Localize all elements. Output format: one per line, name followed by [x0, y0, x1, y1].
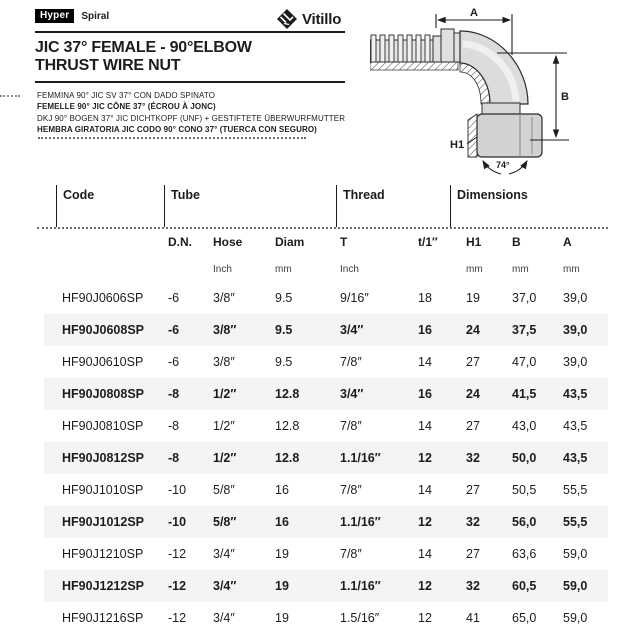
table-cell: 16 [275, 515, 289, 529]
table-cell: 27 [466, 355, 480, 369]
table-cell: 47,0 [512, 355, 537, 369]
table-row [44, 442, 608, 474]
table-row [44, 282, 608, 314]
table-cell: 55,5 [563, 515, 588, 529]
table-cell: 55,5 [563, 483, 588, 497]
table-cell: 39,0 [563, 323, 588, 337]
table-row [44, 314, 608, 346]
table-cell: -8 [168, 387, 180, 401]
table-cell: 1.1/16″ [340, 579, 381, 593]
table-cell: 32 [466, 451, 480, 465]
group-code: Code [56, 185, 164, 227]
table-cell: 3/4″ [213, 547, 235, 561]
table-cell: 27 [466, 483, 480, 497]
table-cell: 5/8″ [213, 483, 235, 497]
table-cell: t/1″ [418, 234, 438, 249]
table-cell: 50,0 [512, 451, 537, 465]
table-cell: 9.5 [275, 291, 293, 305]
table-cell: 63,6 [512, 547, 537, 561]
table-cell: 9.5 [275, 355, 293, 369]
table-cell: 3/8″ [213, 291, 235, 305]
table-cell: 12 [418, 515, 432, 529]
hyper-badge: Hyper [35, 9, 74, 23]
table-cell: 7/8″ [340, 483, 362, 497]
table-cell: HF90J0610SP [62, 355, 144, 369]
hose-cut-hatch [370, 62, 458, 70]
table-cell: 19 [275, 547, 289, 561]
table-cell: 14 [418, 355, 432, 369]
table-cell: 14 [418, 547, 432, 561]
table-cell: 24 [466, 387, 480, 401]
table-cell: -12 [168, 547, 187, 561]
group-dimensions: Dimensions [450, 185, 608, 227]
descriptions [37, 90, 367, 136]
table-row [44, 474, 608, 506]
table-row [44, 570, 608, 602]
table-cell: HF90J1216SP [62, 611, 144, 625]
table-cell: HF90J1212SP [62, 579, 145, 593]
table-cell: 50,5 [512, 483, 537, 497]
table-cell: HF90J1010SP [62, 483, 144, 497]
table-cell: 43,5 [563, 451, 588, 465]
table-cell: 12.8 [275, 419, 300, 433]
table-cell: 12.8 [275, 451, 300, 465]
table-cell: 59,0 [563, 611, 588, 625]
table-cell: mm [275, 263, 292, 275]
table-cell: 19 [275, 579, 289, 593]
table-cell: T [340, 234, 348, 249]
title-rule [35, 81, 345, 83]
table-cell: 59,0 [563, 547, 588, 561]
table-cell: 27 [466, 547, 480, 561]
table-cell: 1/2″ [213, 387, 237, 401]
brand-row [35, 9, 109, 23]
table-row [44, 346, 608, 378]
nut-step [482, 103, 520, 114]
table-row [44, 538, 608, 570]
table-cell: Hose [213, 234, 243, 249]
spiral-label: Spiral [81, 10, 110, 22]
table-group-header [44, 185, 608, 227]
collar-steps [433, 29, 462, 62]
table-cell: 39,0 [563, 291, 588, 305]
table-cell: HF90J1012SP [62, 515, 145, 529]
table-cell: 7/8″ [340, 355, 362, 369]
table-cell: mm [512, 263, 529, 275]
table-cell: -8 [168, 419, 180, 433]
description-line: DKJ 90° BOGEN 37° JIC DICHTKOPF (UNF) + GESTIFTETE ÜBERWURFMUTTER [37, 113, 346, 123]
table-cell: HF90J0810SP [62, 419, 144, 433]
table-cell: 12 [418, 579, 432, 593]
table-cell: 3/4″ [340, 387, 364, 401]
table-cell: 7/8″ [340, 547, 362, 561]
table-body [44, 282, 608, 634]
descriptions-dotted-rule [38, 137, 306, 139]
table-cell: H1 [466, 234, 482, 249]
table-row [44, 602, 608, 634]
table-cell: 1.1/16″ [340, 515, 381, 529]
table-cell: -8 [168, 451, 180, 465]
table-cell: 12 [418, 611, 432, 625]
table-cell: 3/4″ [213, 611, 235, 625]
table-cell: 37,5 [512, 323, 537, 337]
dimension-a-label: A [470, 7, 478, 19]
table-cell: 3/8″ [213, 323, 237, 337]
table-cell: 9.5 [275, 323, 293, 337]
table-cell: -12 [168, 579, 187, 593]
table-cell: 43,5 [563, 387, 588, 401]
table-cell: -6 [168, 355, 180, 369]
table-cell: 39,0 [563, 355, 588, 369]
table-cell: 60,5 [512, 579, 537, 593]
table-cell: 19 [466, 291, 480, 305]
table-cell: 3/8″ [213, 355, 235, 369]
table-cell: 59,0 [563, 579, 588, 593]
table-cell: HF90J0608SP [62, 323, 145, 337]
column-header-row [44, 227, 608, 256]
table-cell: HF90J0606SP [62, 291, 144, 305]
dimension-h1-label: H1 [450, 139, 465, 151]
table-cell: Diam [275, 234, 305, 249]
nut-skirt-hatch [468, 114, 477, 157]
description-line: FEMMINA 90° JIC SV 37° CON DADO SPINATO [37, 91, 216, 100]
table-cell: HF90J0812SP [62, 451, 145, 465]
group-thread: Thread [336, 185, 450, 227]
table-cell: -6 [168, 323, 180, 337]
table-cell: 32 [466, 515, 480, 529]
table-cell: -12 [168, 611, 187, 625]
table-cell: 7/8″ [340, 419, 362, 433]
table-cell: -10 [168, 515, 187, 529]
table-cell: 43,0 [512, 419, 537, 433]
page-title-line2: THRUST WIRE NUT [35, 57, 181, 74]
header-dotted-rule [37, 227, 608, 229]
table-cell: 32 [466, 579, 480, 593]
table-cell: mm [563, 263, 580, 275]
table-cell: HF90J0808SP [62, 387, 145, 401]
table-cell: 3/4″ [340, 323, 364, 337]
table-cell: 16 [418, 323, 432, 337]
table-cell: 1/2″ [213, 451, 237, 465]
margin-dots [0, 95, 20, 97]
table-cell: mm [466, 263, 483, 275]
barb-ribs [371, 35, 430, 62]
table-cell: B [512, 234, 521, 249]
dimension-b-label: B [561, 91, 569, 103]
table-cell: 16 [418, 387, 432, 401]
table-cell: 41 [466, 611, 480, 625]
table-cell: 18 [418, 291, 432, 305]
specs-table [44, 185, 608, 634]
table-cell: A [563, 234, 572, 249]
table-cell: 24 [466, 323, 480, 337]
table-cell: 14 [418, 419, 432, 433]
table-cell: 5/8″ [213, 515, 237, 529]
vitillo-logo-text: Vitillo [302, 10, 342, 28]
table-cell: 9/16″ [340, 291, 369, 305]
table-cell: 41,5 [512, 387, 537, 401]
table-cell: 1.5/16″ [340, 611, 380, 625]
table-cell: -6 [168, 291, 180, 305]
table-cell: 3/4″ [213, 579, 237, 593]
fitting-technical-drawing [370, 0, 640, 176]
header-rule [35, 31, 345, 33]
angle-arc-right [509, 161, 527, 174]
angle-label: 74° [496, 160, 510, 170]
group-tube: Tube [164, 185, 336, 227]
description-line: FEMELLE 90° JIC CÔNE 37° (ÉCROU À JONC) [37, 102, 216, 112]
table-cell: 43,5 [563, 419, 588, 433]
units-row [44, 256, 608, 282]
table-cell: 65,0 [512, 611, 537, 625]
table-cell: Inch [340, 263, 359, 275]
table-cell: 1/2″ [213, 419, 235, 433]
table-row [44, 378, 608, 410]
page-title-line1: JIC 37° FEMALE - 90°ELBOW [35, 39, 252, 56]
description-line: HEMBRA GIRATORIA JIC CODO 90° CONO 37° (TUERCA CON SEGURO) [37, 125, 317, 135]
table-cell: -10 [168, 483, 187, 497]
page-title [35, 39, 365, 75]
table-cell: 14 [418, 483, 432, 497]
vitillo-diamond-icon [277, 9, 297, 29]
table-cell: D.N. [168, 234, 192, 249]
table-cell: 37,0 [512, 291, 537, 305]
table-row [44, 410, 608, 442]
table-cell: 1.1/16″ [340, 451, 381, 465]
table-cell: 16 [275, 483, 289, 497]
table-cell: HF90J1210SP [62, 547, 144, 561]
vitillo-logo [277, 9, 341, 29]
table-cell: 56,0 [512, 515, 537, 529]
table-cell: Inch [213, 263, 232, 275]
table-cell: 12.8 [275, 387, 300, 401]
table-row [44, 506, 608, 538]
table-cell: 27 [466, 419, 480, 433]
table-cell: 19 [275, 611, 289, 625]
table-cell: 12 [418, 451, 432, 465]
